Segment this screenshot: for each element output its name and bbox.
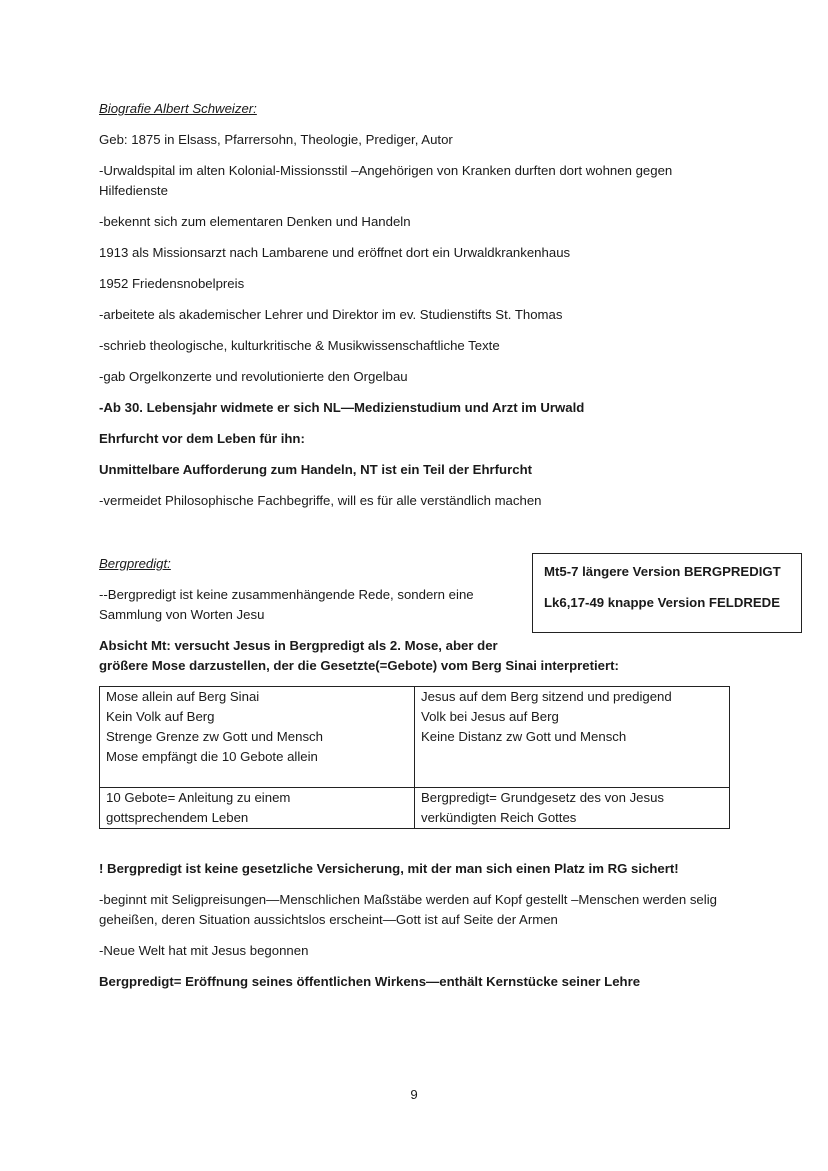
cell-line: Volk bei Jesus auf Berg [421,709,559,724]
eroeffnung-line: Bergpredigt= Eröffnung seines öffentlichen Wirkens—enthält Kernstücke seiner Lehre [99,974,641,989]
version-mt: Mt5-7 längere Version BERGPREDIGT [544,564,781,579]
bio-line-1952: 1952 Friedensnobelpreis [99,276,245,291]
bio-line-fachbegriffe: -vermeidet Philosophische Fachbegriffe, will es für alle verständlich machen [99,493,542,508]
table-cell-mose [100,687,415,788]
bio-line-orgel: -gab Orgelkonzerte und revolutionierte den Orgelbau [99,369,408,384]
bio-line-aufforderung: Unmittelbare Aufforderung zum Handeln, NT ist ein Teil der Ehrfurcht [99,462,533,477]
bio-line-ehrfurcht: Ehrfurcht vor dem Leben für ihn: [99,431,305,446]
neue-welt-line: -Neue Welt hat mit Jesus begonnen [99,943,309,958]
absicht-line-2: größere Mose darzustellen, der die Gesetzte(=Gebote) vom Berg Sinai interpretiert: [99,658,619,673]
bergpredigt-heading: Bergpredigt: [99,556,171,571]
cell-line: Mose allein auf Berg Sinai [106,689,260,704]
bio-line-birth: Geb: 1875 in Elsass, Pfarrersohn, Theologie, Prediger, Autor [99,132,453,147]
cell-line: gottsprechendem Leben [106,810,249,825]
cell-line: Jesus auf dem Berg sitzend und predigend [421,689,672,704]
cell-line: Mose empfängt die 10 Gebote allein [106,749,318,764]
cell-line: Kein Volk auf Berg [106,709,215,724]
version-lk: Lk6,17-49 knappe Version FELDREDE [544,595,780,610]
bergpredigt-intro: --Bergpredigt ist keine zusammenhängende Rede, sondern eine Sammlung von Worten Jesu [99,587,474,622]
cell-line: verkündigten Reich Gottes [421,810,577,825]
cell-line: Bergpredigt= Grundgesetz des von Jesus [421,790,665,805]
bio-line-1913: 1913 als Missionsarzt nach Lambarene und eröffnet dort ein Urwaldkrankenhaus [99,245,571,260]
comparison-table [99,686,730,829]
bio-line-lehrer: -arbeitete als akademischer Lehrer und Direktor im ev. Studienstifts St. Thomas [99,307,563,322]
cell-line: Keine Distanz zw Gott und Mensch [421,729,627,744]
warning-line: ! Bergpredigt ist keine gesetzliche Versicherung, mit der man sich einen Platz im RG sichert! [99,861,679,876]
table-row [100,788,730,829]
bio-line-30: -Ab 30. Lebensjahr widmete er sich NL—Medizienstudium und Arzt im Urwald [99,400,585,415]
absicht-line-1: Absicht Mt: versucht Jesus in Bergpredigt als 2. Mose, aber der [99,638,498,653]
cell-line: Strenge Grenze zw Gott und Mensch [106,729,323,744]
bio-heading: Biografie Albert Schweizer: [99,101,257,116]
version-box [532,553,802,633]
cell-line: 10 Gebote= Anleitung zu einem [106,790,291,805]
page-number: 9 [410,1087,418,1102]
bio-line-texte: -schrieb theologische, kulturkritische & Musikwissenschaftliche Texte [99,338,500,353]
bio-line-denken: -bekennt sich zum elementaren Denken und Handeln [99,214,411,229]
seligpreisungen-line: -beginnt mit Seligpreisungen—Menschlichen Maßstäbe werden auf Kopf gestellt –Menschen werden selig geheißen, deren Situation aussichtslos erscheint—Gott ist auf Seite der Armen [99,892,717,927]
table-cell-jesus [415,687,730,788]
table-cell-gebote [100,788,415,829]
bio-line-urwaldspital: -Urwaldspital im alten Kolonial-Missionsstil –Angehörigen von Kranken durften dort wohnen gegen Hilfedienste [99,163,673,198]
table-cell-grundgesetz [415,788,730,829]
table-row [100,687,730,788]
